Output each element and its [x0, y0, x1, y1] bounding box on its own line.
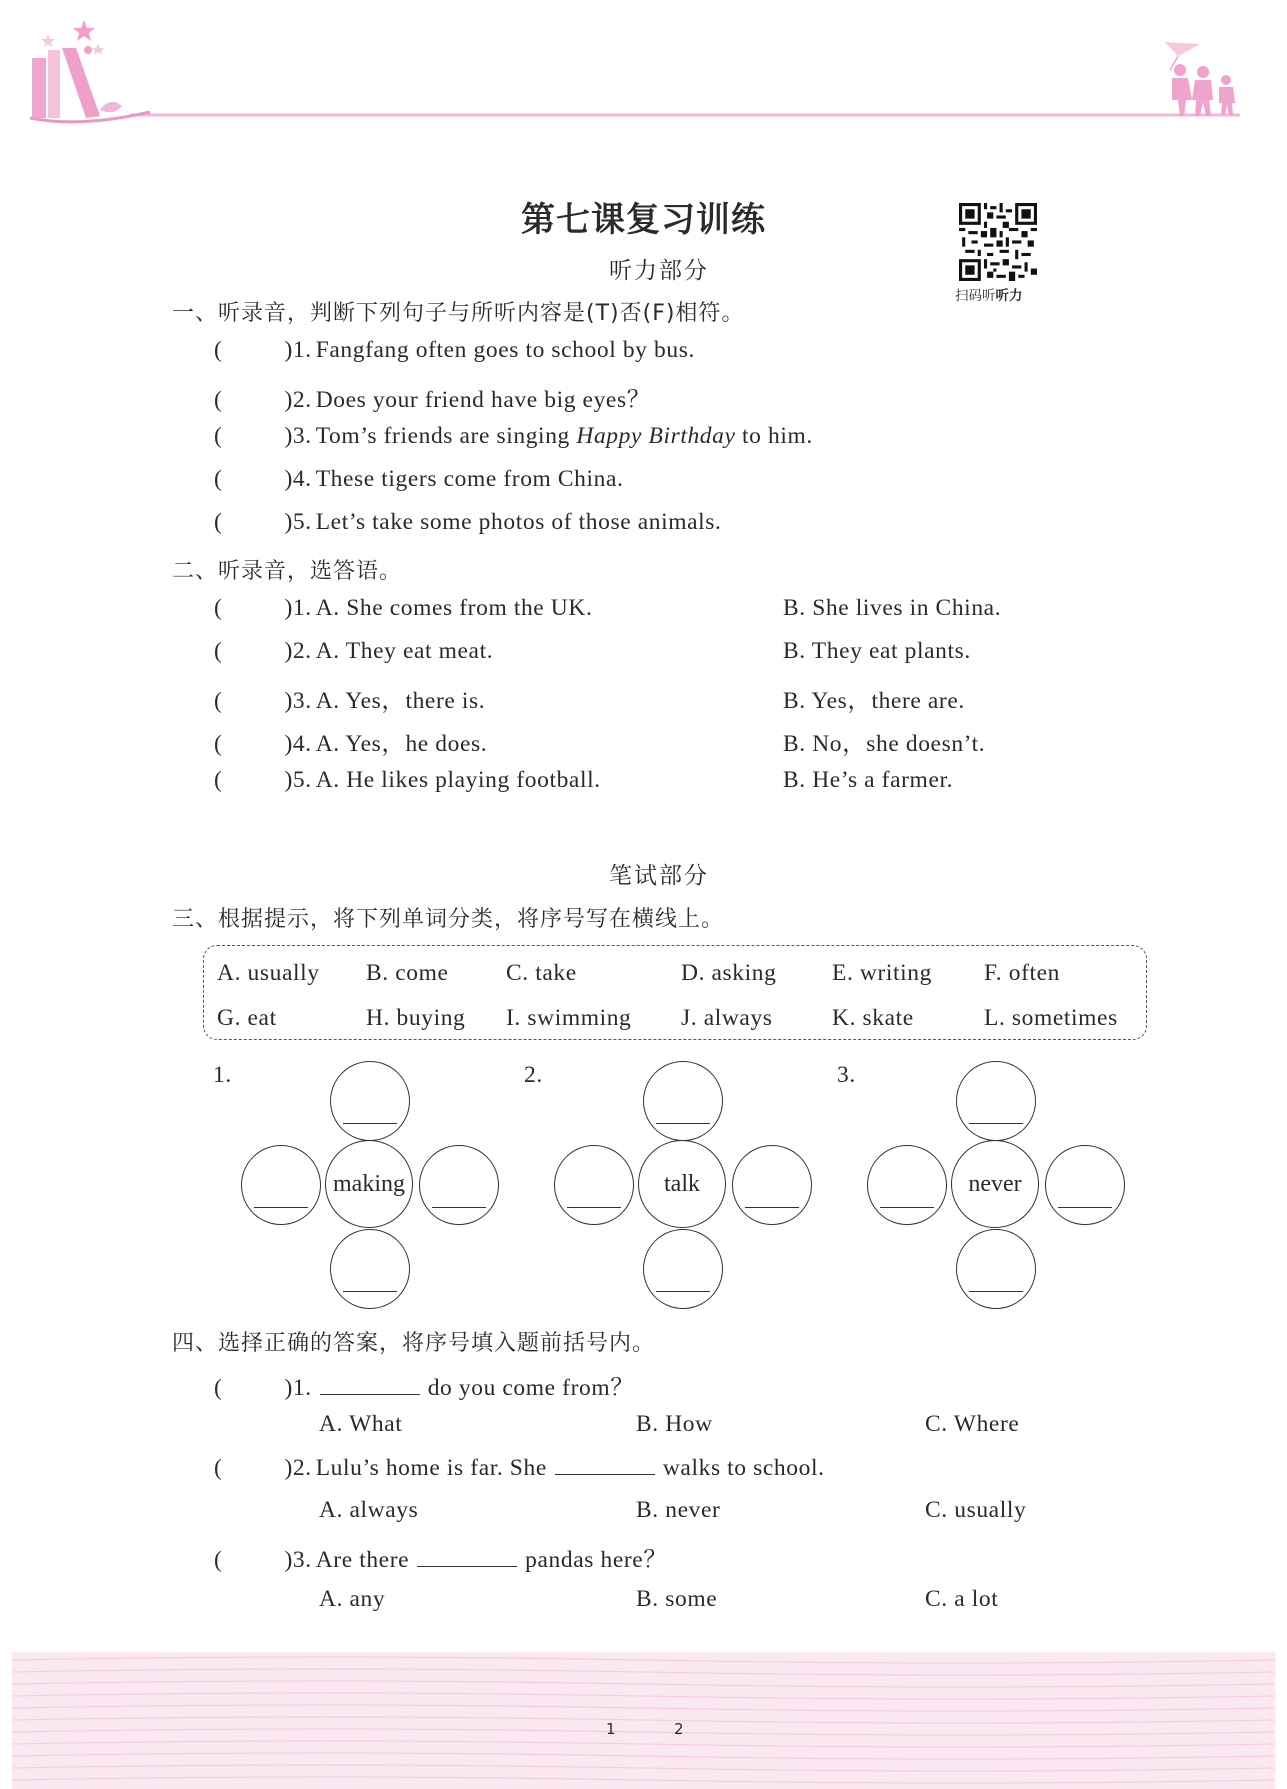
answer-circle[interactable] [732, 1145, 812, 1225]
word-item: L. sometimes [984, 1005, 1118, 1031]
list-item: ( )4. These tigers come from China. [214, 466, 624, 492]
answer-circle[interactable] [554, 1145, 634, 1225]
word-item: D. asking [681, 960, 777, 986]
answer-circle[interactable] [643, 1061, 723, 1141]
list-item: ( )2. A. They eat meat. [214, 638, 494, 664]
option-b: B. No，she doesn’t. [783, 731, 986, 757]
answer-blank[interactable] [320, 1374, 420, 1395]
list-item: ( )3. Tom’s friends are singing Happy Birthday to him. [214, 423, 813, 449]
center-word: never [951, 1140, 1039, 1228]
written-heading: 笔试部分 [609, 863, 709, 889]
option-b: B. They eat plants. [783, 638, 971, 664]
answer-circle[interactable] [956, 1061, 1036, 1141]
answer-circle[interactable] [867, 1145, 947, 1225]
list-item: ( )5. Let’s take some photos of those animals. [214, 509, 722, 535]
option-c: C. a lot [925, 1586, 999, 1612]
listening-heading: 听力部分 [609, 258, 709, 284]
option-b: B. He’s a farmer. [783, 767, 954, 793]
center-word: making [325, 1140, 413, 1228]
word-item: G. eat [217, 1005, 277, 1031]
option-b: B. never [636, 1497, 721, 1523]
list-item: ( )3. Are there pandas here？ [214, 1547, 668, 1573]
map-label: 1. [213, 1062, 232, 1088]
list-item: ( )1. do you come from？ [214, 1375, 635, 1401]
qr-caption [955, 284, 1023, 304]
list-item: ( )4. A. Yes，he does. [214, 731, 488, 757]
map-label: 2. [524, 1062, 543, 1088]
qr-caption-prefix: 扫码听 [955, 288, 996, 304]
header-decoration [0, 0, 1287, 140]
word-item: I. swimming [506, 1005, 632, 1031]
part2-instruction: 二、听录音，选答语。 [172, 559, 403, 584]
word-item: K. skate [832, 1005, 914, 1031]
word-item: E. writing [832, 960, 932, 986]
option-b: B. How [636, 1411, 713, 1437]
answer-circle[interactable] [330, 1229, 410, 1309]
part4-instruction: 四、选择正确的答案，将序号填入题前括号内。 [172, 1331, 656, 1356]
answer-blank[interactable] [555, 1454, 655, 1475]
answer-circle[interactable] [419, 1145, 499, 1225]
option-b: B. some [636, 1586, 718, 1612]
page-number-right: 2 [674, 1720, 684, 1738]
answer-circle[interactable] [956, 1229, 1036, 1309]
list-item: ( )5. A. He likes playing football. [214, 767, 601, 793]
list-item: ( )1. A. She comes from the UK. [214, 595, 593, 621]
word-item: J. always [681, 1005, 773, 1031]
word-item: A. usually [217, 960, 320, 986]
center-word: talk [638, 1140, 726, 1228]
option-a: A. What [319, 1411, 403, 1437]
part3-instruction: 三、根据提示，将下列单词分类，将序号写在横线上。 [172, 907, 725, 932]
option-a: A. any [319, 1586, 386, 1612]
answer-circle[interactable] [643, 1229, 723, 1309]
list-item: ( )1. Fangfang often goes to school by bus. [214, 337, 695, 363]
children-kite-icon [1165, 42, 1235, 116]
qr-caption-bold: 听力 [995, 288, 1023, 304]
footer-band [12, 1652, 1275, 1789]
option-b: B. Yes，there are. [783, 688, 965, 714]
word-item: F. often [984, 960, 1061, 986]
list-item: ( )2. Does your friend have big eyes？ [214, 387, 651, 413]
page-number-left: 1 [606, 1720, 616, 1738]
answer-circle[interactable] [1045, 1145, 1125, 1225]
page-title: 第七课复习训练 [521, 200, 766, 240]
word-item: H. buying [366, 1005, 466, 1031]
option-c: C. Where [925, 1411, 1020, 1437]
part1-instruction: 一、听录音，判断下列句子与所听内容是(T)否(F)相符。 [172, 301, 745, 326]
map-label: 3. [837, 1062, 856, 1088]
word-item: C. take [506, 960, 577, 986]
option-b: B. She lives in China. [783, 595, 1002, 621]
option-a: A. always [319, 1497, 419, 1523]
book-logo-icon [30, 20, 150, 122]
word-item: B. come [366, 960, 449, 986]
answer-circle[interactable] [330, 1061, 410, 1141]
option-c: C. usually [925, 1497, 1027, 1523]
answer-circle[interactable] [241, 1145, 321, 1225]
list-item: ( )2. Lulu’s home is far. She walks to school. [214, 1455, 825, 1481]
answer-blank[interactable] [417, 1546, 517, 1567]
list-item: ( )3. A. Yes，there is. [214, 688, 486, 714]
